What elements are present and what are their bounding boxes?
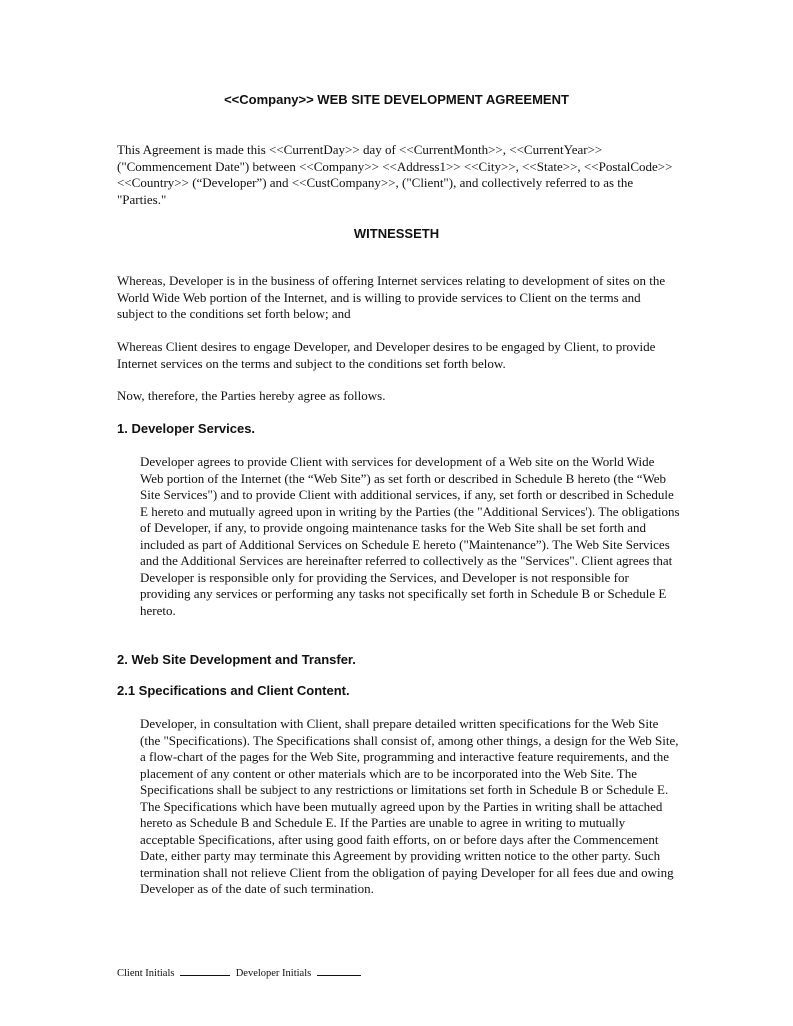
section-2-1-heading: 2.1 Specifications and Client Content. — [117, 683, 350, 698]
intro-paragraph: This Agreement is made this <<CurrentDay>> day of <<CurrentMonth>>, <<CurrentYear>> ("Commencement Date") between <<Company>> <<Address1>> <<City>>, <<State>>, <<PostalCode>> <<Country>> (“Developer”) and <<CustCompany>>, ("Client"), and collectively referred to as the "Parties." — [117, 142, 673, 207]
initials-footer — [117, 966, 364, 979]
section-2-heading: 2. Web Site Development and Transfer. — [117, 652, 356, 667]
whereas-paragraph-2: Whereas Client desires to engage Developer, and Developer desires to be engaged by Client, to provide Internet services on the terms and subject to the conditions set forth below. — [117, 339, 656, 371]
section-2-1-body: Developer, in consultation with Client, shall prepare detailed written specifications for the Web Site (the "Specifications). The Specifications shall consist of, among other things, a design for the Web Site, a flow-chart of the pages for the Web Site, programming and interactive feature requirements, and the placement of any content or other materials which are to be incorporated into the Web Site. The Specifications shall be subject to any restrictions or limitations set forth in Schedule B or Schedule E. The Specifications which have been mutually agreed upon by the Parties in writing shall be attached hereto as Schedule B and Schedule E. If the Parties are unable to agree in writing to mutually acceptable Specifications, after using good faith efforts, on or before days after the Commencement Date, either party may terminate this Agreement by providing written notice to the other party. Such termination shall not relieve Client from the obligation of paying Developer for all fees due and owing Developer as of the date of such termination. — [140, 716, 679, 896]
section-1-body: Developer agrees to provide Client with services for development of a Web site on the World Wide Web portion of the Internet (the “Web Site”) as set forth or described in Schedule B hereto (the “Web Site Services") and to provide Client with additional services, if any, set forth or described in Schedule E hereto and mutually agreed upon in writing by the Parties (the "Additional Services'). The obligations of Developer, if any, to provide ongoing maintenance tasks for the Web Site shall be set forth and included as part of Additional Services on Schedule E hereto ("Maintenance”). The Web Site Services and the Additional Services are hereinafter referred to collectively as the "Services". Client agrees that Developer is responsible only for providing the Services, and Developer is not responsible for providing any services or performing any tasks not specifically set forth in Schedule B or Schedule E hereto. — [140, 454, 680, 618]
developer-initials-label: Developer Initials — [235, 968, 312, 979]
developer-initials-line[interactable] — [317, 966, 361, 976]
client-initials-label: Client Initials — [117, 968, 175, 979]
whereas-paragraph-1: Whereas, Developer is in the business of offering Internet services relating to development of sites on the World Wide Web portion of the Internet, and is willing to provide services to Client on the terms and subject to the conditions set forth below; and — [117, 273, 666, 321]
section-1-heading: 1. Developer Services. — [117, 421, 256, 436]
witnesseth-heading: WITNESSETH — [353, 226, 440, 241]
document-title: <<Company>> WEB SITE DEVELOPMENT AGREEMENT — [224, 92, 569, 107]
client-initials-line[interactable] — [180, 966, 230, 976]
now-therefore-paragraph: Now, therefore, the Parties hereby agree as follows. — [117, 388, 386, 403]
